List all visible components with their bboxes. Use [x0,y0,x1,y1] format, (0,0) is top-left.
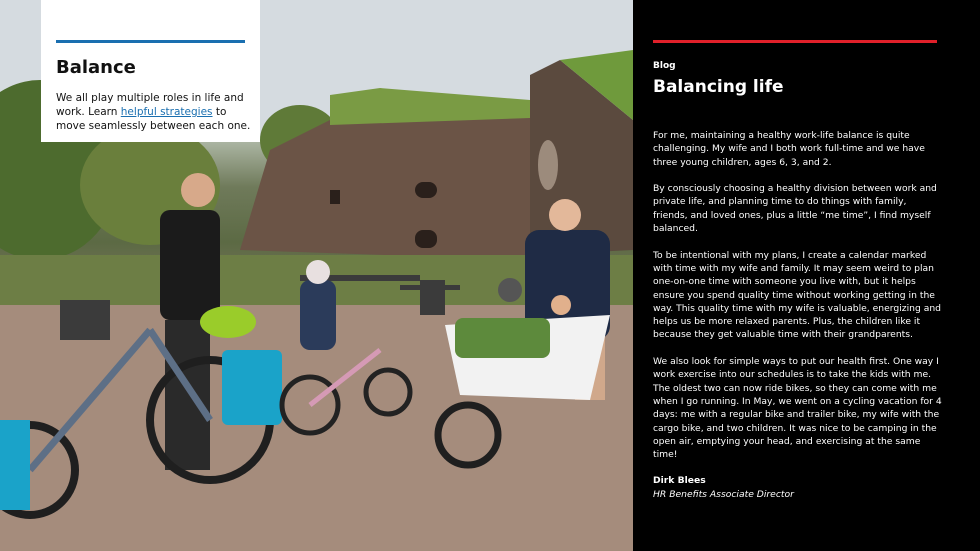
card-title: Balance [56,57,136,78]
blog-paragraph: To be intentional with my plans, I create a calendar marked with time with my wife and family. It may seem weird to plan one-on-one time with someone you live with, but it helps ensure you spend quality time without working getting in the way. This quality time with my wife is valuable, energizing and helps us be more relaxed parents. Plus, the children like it because they get valuable time with their grandparents. [653,249,942,341]
panel-accent-bar [653,40,937,43]
author-name: Dirk Blees [653,475,706,486]
blog-paragraph: We also look for simple ways to put our health first. One way I work exercise into our schedules is to take the kids with me. The oldest two can now ride bikes, so they can come with me when I go running. In May, we went on a cycling vacation for 4 days: me with a regular bike and trailer bike, my wife with the cargo bike, and two children. It was nice to be camping in the open air, emptying your head, and exercising at the same time! [653,356,942,461]
helpful-strategies-link[interactable]: helpful strategies [120,106,213,118]
card-text-intro: We all play multiple roles in life and work. Learn [56,92,244,118]
blog-title: Balancing life [653,77,784,97]
author-role: HR Benefits Associate Director [653,489,794,500]
balance-card [41,0,260,142]
blog-kicker: Blog [653,61,676,71]
author-block [653,474,794,502]
card-accent-bar [56,40,245,43]
blog-panel [633,0,980,551]
blog-paragraph: For me, maintaining a healthy work-life balance is quite challenging. My wife and I both work full-time and we have three young children, ages 6, 3, and 2. [653,130,925,168]
blog-body [653,129,943,475]
card-text [56,91,251,133]
card-text-outro: to move seamlessly between each one. [56,106,251,132]
blog-paragraph: By consciously choosing a healthy division between work and private life, and planning time to do things with family, friends, and loved ones, plus a little “me time”, I find myself balanced. [653,183,937,235]
